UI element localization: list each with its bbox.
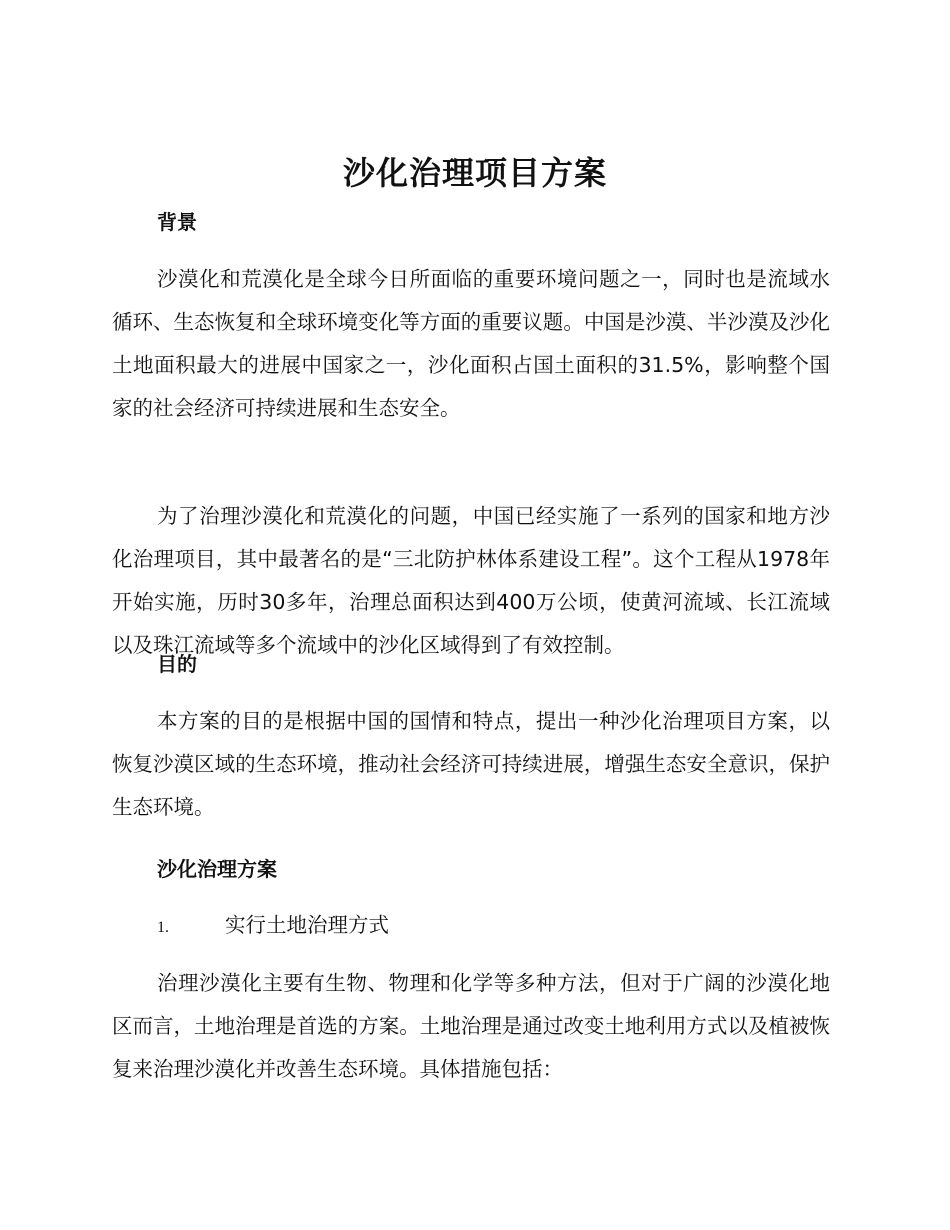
background-paragraph-2: 为了治理沙漠化和荒漠化的问题，中国已经实施了一系列的国家和地方沙化治理项目，其中最著名的是“三北防护林体系建设工程”。这个工程从1978年开始实施，历时30多年，治理总面积达到400万公顷，使黄河流域、长江流域以及珠江流域等多个流域中的沙化区域得到了有效控制。 <box>112 504 830 657</box>
plan-paragraph-1: 治理沙漠化主要有生物、物理和化学等多种方法，但对于广阔的沙漠化地区而言，土地治理是首选的方案。土地治理是通过改变土地利用方式以及植被恢复来治理沙漠化并改善生态环境。具体措施包括： <box>112 971 830 1081</box>
section-heading-background: 背景 <box>157 210 197 234</box>
background-paragraph-1: 沙漠化和荒漠化是全球今日所面临的重要环境问题之一，同时也是流域水循环、生态恢复和全球环境变化等方面的重要议题。中国是沙漠、半沙漠及沙化土地面积最大的进展中国家之一，沙化面积占国土面积的31.5%，影响整个国家的社会经济可持续进展和生态安全。 <box>112 267 830 420</box>
purpose-paragraph-1: 本方案的目的是根据中国的国情和特点，提出一种沙化治理项目方案，以恢复沙漠区域的生态环境，推动社会经济可持续进展，增强生态安全意识，保护生态环境。 <box>112 709 830 819</box>
list-item-text: 实行土地治理方式 <box>225 913 389 937</box>
section-heading-purpose: 目的 <box>157 652 197 676</box>
section-heading-plan: 沙化治理方案 <box>157 857 277 881</box>
document-title: 沙化治理项目方案 <box>342 154 607 192</box>
list-item-number: 1. <box>157 919 169 936</box>
plan-list-item <box>157 910 389 943</box>
